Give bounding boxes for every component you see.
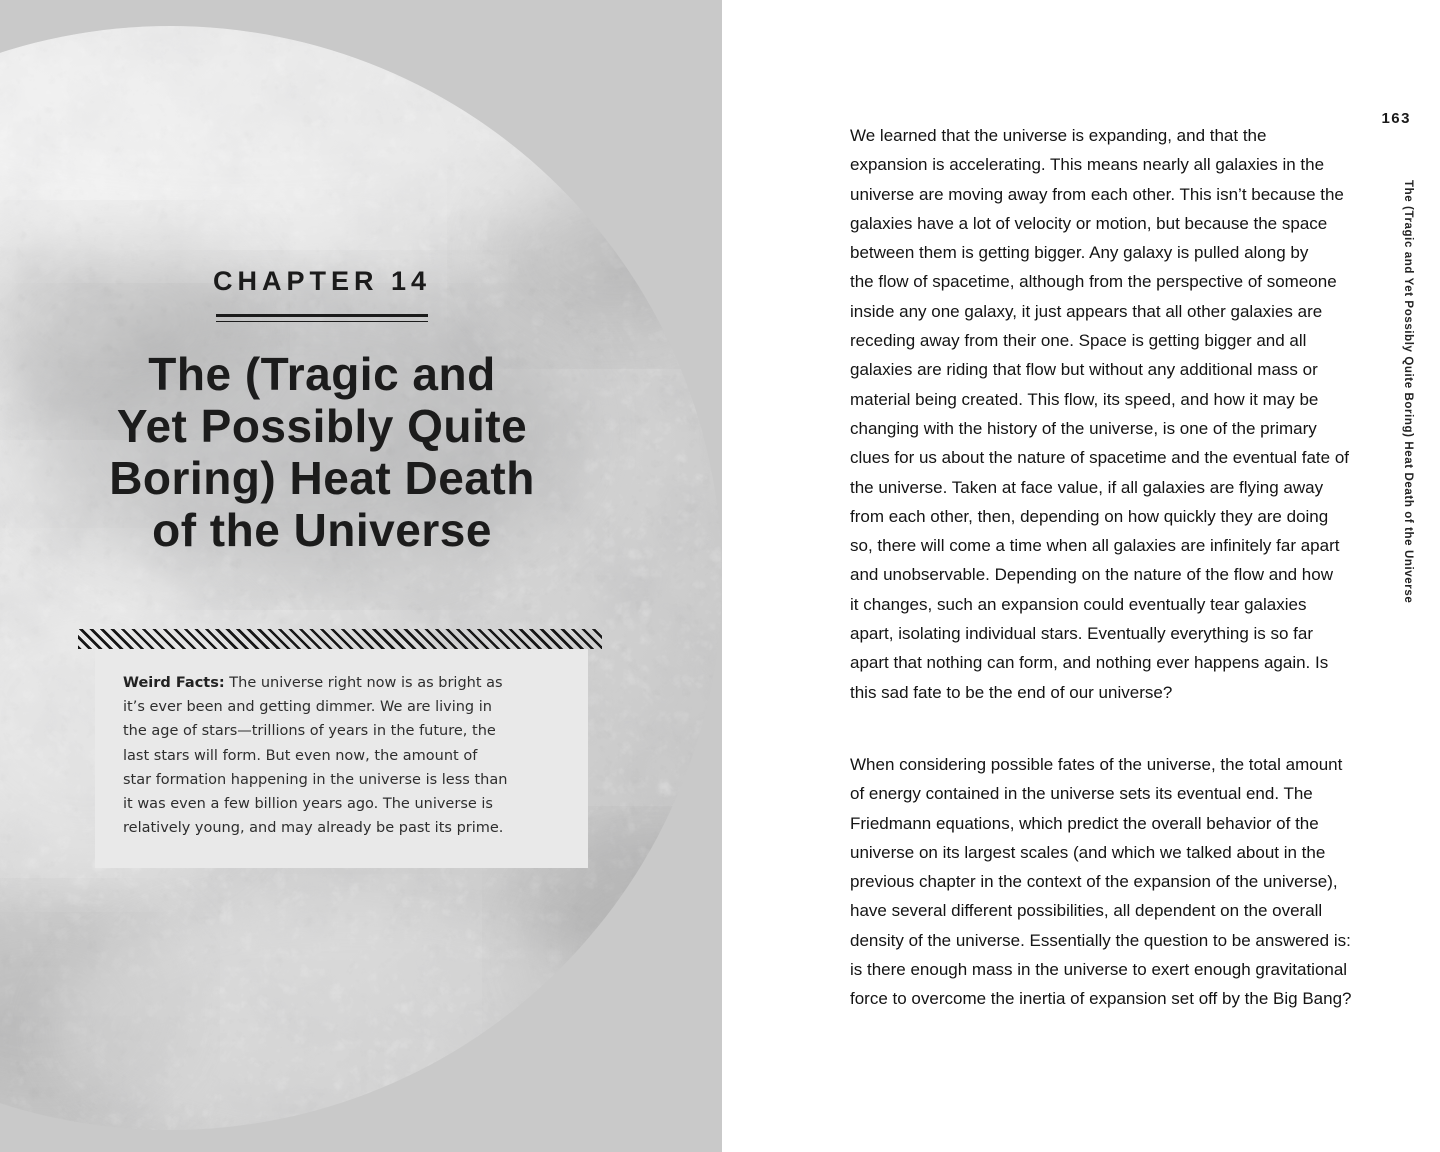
text-line: star formation happening in the universe is less than <box>123 771 508 788</box>
text-line: the age of stars—trillions of years in the future, the <box>123 723 496 740</box>
text-line: it changes, such an expansion could eventually tear galaxies <box>850 594 1307 614</box>
text-line: apart, isolating individual stars. Eventually everything is so far <box>850 624 1314 644</box>
body-text <box>850 121 1382 1014</box>
hatch-border <box>78 629 602 649</box>
text-line: receding away from their one. Space is getting bigger and all <box>850 331 1307 351</box>
text-line: We learned that the universe is expanding, and that the <box>850 126 1267 145</box>
text-line: it’s ever been and getting dimmer. We are living in <box>123 699 492 716</box>
weird-facts-box <box>95 649 588 868</box>
text-line: universe on its largest scales (and which we talked about in the <box>850 842 1326 862</box>
chapter-label: CHAPTER 14 <box>212 266 432 296</box>
text-line: expansion is accelerating. This means nearly all galaxies in the <box>850 155 1325 175</box>
text-line: The (Tragic and <box>148 348 496 400</box>
text-line: of energy contained in the universe sets its eventual end. The <box>850 784 1313 804</box>
text-line: between them is getting bigger. Any galaxy is pulled along by <box>850 243 1309 263</box>
text-line: previous chapter in the context of the expansion of the universe), <box>850 872 1338 892</box>
text-line: have several different possibilities, all dependent on the overall <box>850 901 1323 921</box>
page-number: 163 <box>1381 110 1411 127</box>
weird-facts-label: Weird Facts: <box>123 675 225 691</box>
text-line: last stars will form. But even now, the amount of <box>123 747 478 764</box>
text-line: universe are moving away from each other. This isn’t because the <box>850 184 1344 204</box>
text-line: relatively young, and may already be past its prime. <box>123 820 504 837</box>
text-line: from each other, then, depending on how quickly they are doing <box>850 506 1329 526</box>
text-line: the flow of spacetime, although from the perspective of someone <box>850 272 1337 292</box>
chapter-title <box>0 348 644 556</box>
paragraph <box>850 750 1382 1014</box>
chapter-divider <box>216 314 428 322</box>
right-page <box>722 0 1440 1152</box>
text-line: Yet Possibly Quite <box>116 400 528 452</box>
weird-facts-lines <box>123 695 568 840</box>
weird-facts-text <box>95 649 588 840</box>
text-line: force to overcome the inertia of expansion set off by the Big Bang? <box>850 989 1352 1009</box>
text-line: galaxies are riding that flow but without any additional mass or <box>850 360 1318 380</box>
text-line: the universe. Taken at face value, if all galaxies are flying away <box>850 477 1324 497</box>
text-line: galaxies have a lot of velocity or motion, but because the space <box>850 213 1328 233</box>
text-line: apart that nothing can form, and nothing ever happens again. Is <box>850 653 1329 673</box>
text-line: of the Universe <box>152 504 492 556</box>
margin-chapter-title: The (Tragic and Yet Possibly Quite Boring) Heat Death of the Universe <box>1402 180 1414 604</box>
weird-facts-first-line <box>123 671 568 695</box>
text-line: Boring) Heat Death <box>109 452 535 504</box>
text-line: changing with the history of the universe, is one of the primary <box>850 418 1317 438</box>
text-line: so, there will come a time when all galaxies are infinitely far apart <box>850 536 1340 556</box>
text-line: and unobservable. Depending on the nature of the flow and how <box>850 565 1333 585</box>
text-line: When considering possible fates of the universe, the total amount <box>850 754 1343 774</box>
text-line: this sad fate to be the end of our universe? <box>850 682 1173 702</box>
text-line: is there enough mass in the universe to exert enough gravitational <box>850 960 1348 980</box>
text-line: density of the universe. Essentially the question to be answered is: <box>850 930 1351 950</box>
paragraph <box>850 121 1382 707</box>
text-line: material being created. This flow, its speed, and how it may be <box>850 389 1319 409</box>
text-line: it was even a few billion years ago. The universe is <box>123 796 493 813</box>
text-line: clues for us about the nature of spacetime and the eventual fate of <box>850 448 1349 468</box>
text-line: inside any one galaxy, it just appears that all other galaxies are <box>850 301 1323 321</box>
text-line: Friedmann equations, which predict the overall behavior of the <box>850 813 1319 833</box>
weird-facts-first-line-text: The universe right now is as bright as <box>224 675 503 691</box>
